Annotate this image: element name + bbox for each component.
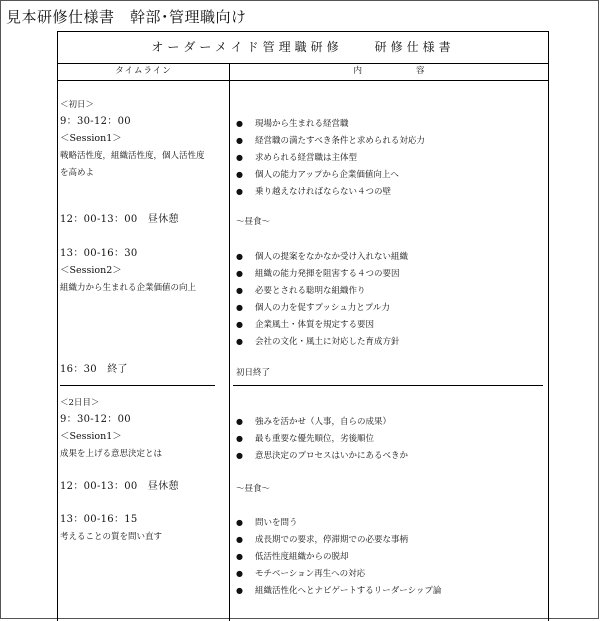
table-title: オーダーメイド管理職研修 研修仕様書 — [58, 32, 548, 64]
day2-item-text: 組織活性化へとナビゲートするリーダーシップ論 — [255, 586, 442, 596]
day2-session1-label: ＜Session1＞ — [60, 431, 122, 442]
day2-lunch-time: 12：00-13：00 昼休憩 — [60, 481, 179, 492]
day-separator-left — [60, 385, 215, 386]
column-header-content-char-2: 容 — [416, 66, 425, 76]
day1-item — [236, 185, 391, 197]
bullet-icon: ● — [236, 153, 243, 162]
day1-session1-time: 9：30-12：00 — [60, 116, 131, 127]
day1-session1-topic-line2: を高めよ — [60, 168, 95, 178]
day2-item — [236, 584, 441, 596]
day2-item-text: 低活性度組織からの脱却 — [255, 552, 349, 562]
day1-item-text: 個人の力を促すプッシュ力とプル力 — [255, 303, 390, 313]
day1-item-text: 現場から生まれる経営職 — [255, 119, 349, 129]
day2-item-text: 問いを問う — [255, 518, 298, 528]
day1-session2-topic: 組織力から生まれる企業価値の向上 — [60, 283, 197, 293]
bullet-icon: ● — [236, 320, 243, 329]
bullet-icon: ● — [236, 451, 243, 460]
day1-item — [236, 267, 400, 279]
day1-end-label: 初日終了 — [236, 368, 271, 378]
day2-item — [236, 533, 408, 545]
day1-session1-label: ＜Session1＞ — [60, 133, 122, 144]
day-separator-right — [233, 385, 543, 386]
day2-item-text: 成長期での要求，停滞期での必要な事柄 — [255, 535, 409, 545]
day1-item — [236, 168, 399, 180]
bullet-icon: ● — [236, 518, 243, 527]
bullet-icon: ● — [236, 535, 243, 544]
bullet-icon: ● — [236, 286, 243, 295]
bullet-icon: ● — [236, 552, 243, 561]
day2-lunch-label: ～昼食～ — [236, 484, 271, 494]
day2-item-text: モチベーション再生への対応 — [255, 569, 366, 579]
bullet-icon: ● — [236, 337, 243, 346]
bullet-icon: ● — [236, 252, 243, 261]
day2-item — [236, 415, 391, 427]
day1-item-text: 必要とされる聡明な組織作り — [255, 286, 366, 296]
day2-item — [236, 550, 349, 562]
day2-session1-time: 9：30-12：00 — [60, 414, 131, 425]
day1-item-text: 求められる経営職は主体型 — [255, 153, 358, 163]
day1-item — [236, 318, 374, 330]
day2-item — [236, 432, 374, 444]
day1-item — [236, 284, 366, 296]
day2-item-text: 強みを活かせ（人事，自らの成果） — [255, 417, 392, 427]
day1-item-text: 企業風土・体質を規定する要因 — [255, 320, 375, 330]
day1-item-text: 個人の提案をなかなか受け入れない組織 — [255, 252, 409, 262]
bullet-icon: ● — [236, 434, 243, 443]
day2-item — [236, 516, 298, 528]
day1-item-text: 乗り越えなければならない４つの壁 — [255, 187, 392, 197]
day1-label: ＜初日＞ — [60, 100, 95, 110]
day2-session1-topic: 成果を上げる意思決定とは — [60, 449, 163, 459]
column-divider — [229, 63, 230, 621]
bullet-icon: ● — [236, 187, 243, 196]
day1-item — [236, 117, 349, 129]
day2-session2-topic: 考えることの質を問い直す — [60, 532, 163, 542]
bullet-icon: ● — [236, 586, 243, 595]
day1-item — [236, 134, 425, 146]
day1-session1-topic-line1: 戦略活性度，組織活性度，個人活性度 — [60, 151, 205, 161]
day2-item-text: 意思決定のプロセスはいかにあるべきか — [255, 451, 409, 461]
bullet-icon: ● — [236, 269, 243, 278]
day1-end-time: 16：30 終了 — [60, 364, 128, 375]
day1-session2-label: ＜Session2＞ — [60, 265, 122, 276]
bullet-icon: ● — [236, 136, 243, 145]
day2-item-text: 最も重要な優先順位，劣後順位 — [255, 434, 375, 444]
day1-item-text: 個人の能力アップから企業価値向上へ — [255, 170, 399, 180]
page-title: 見本研修仕様書 幹部･管理職向け — [6, 8, 247, 26]
column-header-content — [230, 63, 548, 81]
day1-item-text: 経営職の満たすべき条件と求められる対応力 — [255, 136, 425, 146]
bullet-icon: ● — [236, 303, 243, 312]
day2-session2-time: 13：00-16：15 — [60, 514, 138, 525]
bullet-icon: ● — [236, 569, 243, 578]
day1-item-text: 会社の文化・風土に対応した育成方針 — [255, 337, 400, 347]
day1-item — [236, 151, 357, 163]
day1-lunch-time: 12：00-13：00 昼休憩 — [60, 214, 179, 225]
day1-item — [236, 250, 408, 262]
column-header-content-char-1: 内 — [353, 66, 362, 76]
bullet-icon: ● — [236, 417, 243, 426]
day1-item — [236, 301, 390, 313]
day1-lunch-label: ～昼食～ — [236, 217, 271, 227]
day2-item — [236, 449, 408, 461]
day2-label: ＜2日目＞ — [60, 398, 100, 408]
bullet-icon: ● — [236, 170, 243, 179]
day2-item — [236, 567, 365, 579]
day1-item-text: 組織の能力発揮を阻害する４つの要因 — [255, 269, 400, 279]
column-header-timeline: タイムライン — [58, 63, 229, 81]
bullet-icon: ● — [236, 119, 243, 128]
day1-item — [236, 335, 400, 347]
day1-session2-time: 13：00-16：30 — [60, 248, 138, 259]
